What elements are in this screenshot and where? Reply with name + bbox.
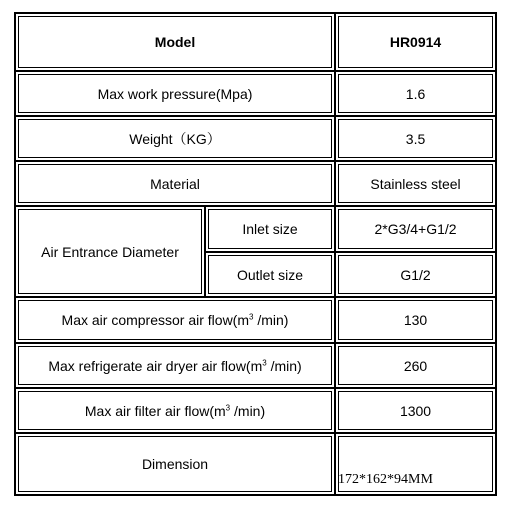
table-row	[15, 71, 496, 116]
weight-value: 3.5	[335, 116, 496, 161]
inlet-value: 2*G3/4+G1/2	[335, 206, 496, 252]
table-row	[15, 13, 496, 71]
outlet-label: Outlet size	[205, 252, 335, 297]
dimension-label: Dimension	[15, 433, 335, 495]
dimension-value: 172*162*94MM	[335, 433, 496, 495]
material-label: Material	[15, 161, 335, 206]
air-entrance-label: Air Entrance Diameter	[15, 206, 205, 297]
table-row	[15, 116, 496, 161]
table-row	[15, 161, 496, 206]
dryer-flow-label: Max refrigerate air dryer air $flow(m^3$ /min)	[15, 343, 335, 388]
outlet-value: G1/2	[335, 252, 496, 297]
compressor-flow-label: Max air compressor air $flow(m^3$ /min)	[15, 297, 335, 343]
pressure-label: Max work pressure(Mpa)	[15, 71, 335, 116]
filter-flow-label: Max air filter air $flow(m^3$ /min)	[15, 388, 335, 433]
table-row	[15, 206, 496, 252]
inlet-label: Inlet size	[205, 206, 335, 252]
model-value: HR0914	[335, 13, 496, 71]
pressure-value: 1.6	[335, 71, 496, 116]
table-row	[15, 433, 496, 495]
compressor-flow-value: 130	[335, 297, 496, 343]
filter-flow-value: 1300	[335, 388, 496, 433]
dryer-flow-value: 260	[335, 343, 496, 388]
table-row	[15, 343, 496, 388]
material-value: Stainless steel	[335, 161, 496, 206]
table-row	[15, 297, 496, 343]
weight-label: Weight（KG）	[15, 116, 335, 161]
spec-table	[14, 12, 497, 496]
model-label: Model	[15, 13, 335, 71]
table-row	[15, 388, 496, 433]
